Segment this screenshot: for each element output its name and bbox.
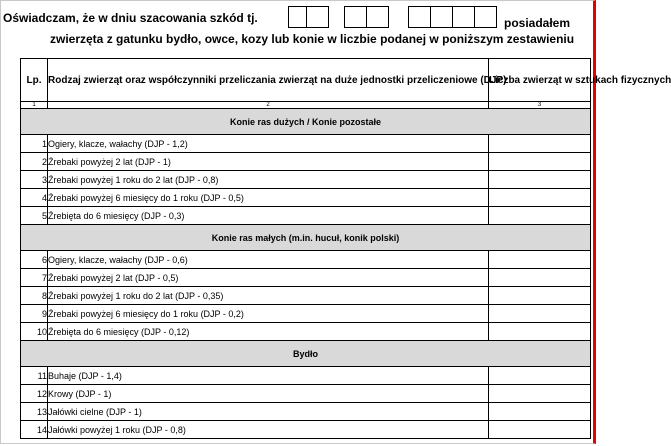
row-label: Źrebaki powyżej 2 lat (DJP - 1) — [48, 153, 489, 171]
table-row — [21, 385, 591, 403]
section-title: Bydło — [21, 341, 591, 367]
declaration-line-1: Oświadczam, że w dniu szacowania szkód tj. — [3, 11, 258, 25]
row-number: 13 — [21, 403, 48, 421]
declaration-line-2: zwierzęta z gatunku bydło, owce, kozy lub konie w liczbie podanej w poniższym zestawieniu — [50, 32, 575, 46]
row-label: Krowy (DJP - 1) — [48, 385, 489, 403]
section-header-row — [21, 109, 591, 135]
table-row — [21, 269, 591, 287]
header-animal-type: Rodzaj zwierząt oraz współczynniki przeliczania zwierząt na duże jednostki przeliczeniowe (DJP) — [48, 59, 489, 102]
table-header-row — [21, 59, 591, 102]
row-number: 5 — [21, 207, 48, 225]
table-row — [21, 153, 591, 171]
count-input-cell[interactable] — [489, 287, 591, 305]
row-number: 3 — [21, 171, 48, 189]
table-row — [21, 287, 591, 305]
count-input-cell[interactable] — [489, 305, 591, 323]
row-number: 9 — [21, 305, 48, 323]
column-number: 2 — [48, 102, 489, 109]
table-row — [21, 367, 591, 385]
date-year-digit-1[interactable] — [408, 6, 431, 28]
row-label: Źrebaki powyżej 2 lat (DJP - 0,5) — [48, 269, 489, 287]
table-row — [21, 323, 591, 341]
row-label: Źrebięta do 6 miesięcy (DJP - 0,3) — [48, 207, 489, 225]
date-day-digit-2[interactable] — [306, 6, 329, 28]
declaration-possess-text: posiadałem — [504, 16, 571, 30]
row-number: 1 — [21, 135, 48, 153]
count-input-cell[interactable] — [489, 171, 591, 189]
table-row — [21, 403, 591, 421]
row-label: Buhaje (DJP - 1,4) — [48, 367, 489, 385]
row-number: 14 — [21, 421, 48, 439]
table-row — [21, 135, 591, 153]
table-row — [21, 305, 591, 323]
section-title: Konie ras małych (m.in. hucuł, konik polski) — [21, 225, 591, 251]
count-input-cell[interactable] — [489, 153, 591, 171]
count-input-cell[interactable] — [489, 385, 591, 403]
row-number: 2 — [21, 153, 48, 171]
section-header-row — [21, 225, 591, 251]
count-input-cell[interactable] — [489, 323, 591, 341]
date-year-digit-3[interactable] — [452, 6, 475, 28]
table-row — [21, 171, 591, 189]
date-year-digit-2[interactable] — [430, 6, 453, 28]
column-number: 3 — [489, 102, 591, 109]
count-input-cell[interactable] — [489, 135, 591, 153]
table-row — [21, 251, 591, 269]
row-label: Źrebaki powyżej 1 roku do 2 lat (DJP - 0,35) — [48, 287, 489, 305]
row-number: 12 — [21, 385, 48, 403]
count-input-cell[interactable] — [489, 269, 591, 287]
animal-count-table — [20, 58, 671, 439]
column-number-row — [21, 102, 591, 109]
row-label: Ogiery, klacze, wałachy (DJP - 0,6) — [48, 251, 489, 269]
table-row — [21, 207, 591, 225]
header-lp: Lp. — [21, 59, 48, 102]
count-input-cell[interactable] — [489, 251, 591, 269]
row-number: 11 — [21, 367, 48, 385]
date-year-digit-4[interactable] — [474, 6, 497, 28]
row-label: Jałówki powyżej 1 roku (DJP - 0,8) — [48, 421, 489, 439]
count-input-cell[interactable] — [489, 421, 591, 439]
count-input-cell[interactable] — [489, 367, 591, 385]
section-title: Konie ras dużych / Konie pozostałe — [21, 109, 591, 135]
row-number: 7 — [21, 269, 48, 287]
row-number: 10 — [21, 323, 48, 341]
count-input-cell[interactable] — [489, 403, 591, 421]
row-number: 8 — [21, 287, 48, 305]
count-input-cell[interactable] — [489, 189, 591, 207]
date-month-digit-2[interactable] — [366, 6, 389, 28]
table-row — [21, 189, 591, 207]
section-header-row — [21, 341, 591, 367]
row-label: Źrebięta do 6 miesięcy (DJP - 0,12) — [48, 323, 489, 341]
column-number: 1 — [21, 102, 48, 109]
row-label: Jałówki cielne (DJP - 1) — [48, 403, 489, 421]
row-label: Źrebaki powyżej 6 miesięcy do 1 roku (DJP - 0,5) — [48, 189, 489, 207]
date-month-digit-1[interactable] — [344, 6, 367, 28]
row-number: 4 — [21, 189, 48, 207]
row-label: Źrebaki powyżej 6 miesięcy do 1 roku (DJP - 0,2) — [48, 305, 489, 323]
row-label: Ogiery, klacze, wałachy (DJP - 1,2) — [48, 135, 489, 153]
row-number: 6 — [21, 251, 48, 269]
count-input-cell[interactable] — [489, 207, 591, 225]
row-label: Źrebaki powyżej 1 roku do 2 lat (DJP - 0,8) — [48, 171, 489, 189]
table-row — [21, 421, 591, 439]
header-animal-count: Liczba zwierząt w sztukach fizycznych — [489, 59, 591, 102]
